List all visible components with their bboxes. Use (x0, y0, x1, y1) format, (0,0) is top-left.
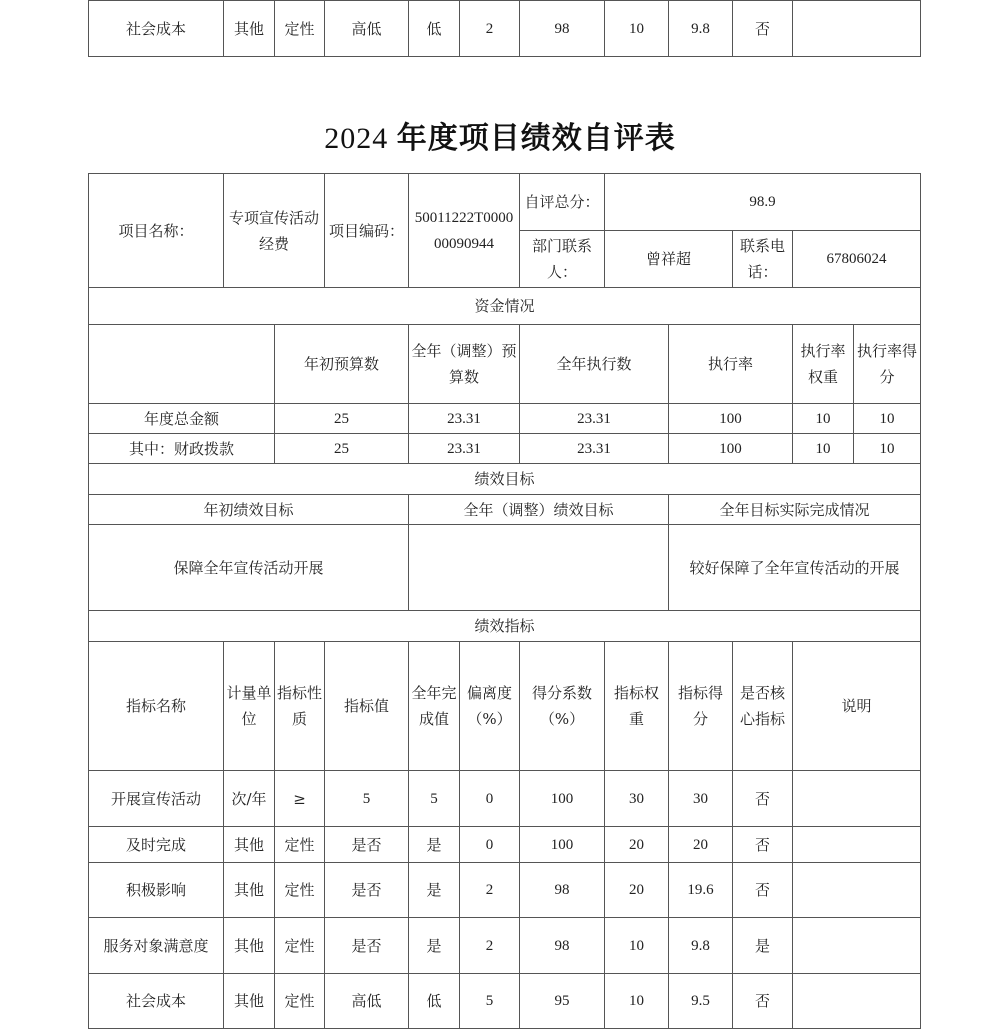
indicator-col-header: 计量单位 (224, 642, 275, 771)
indicator-actual: 是 (409, 827, 460, 863)
goals-col-header: 全年目标实际完成情况 (669, 495, 921, 525)
funding-cell: 10 (793, 434, 854, 464)
funding-cell: 10 (854, 434, 921, 464)
indicator-unit: 其他 (224, 827, 275, 863)
table-row (89, 1, 921, 57)
table-row (89, 827, 921, 863)
indicator-target: 5 (325, 771, 409, 827)
funding-col-header: 执行率权重 (793, 325, 854, 404)
indicator-name: 及时完成 (89, 827, 224, 863)
indicator-note (793, 1, 921, 57)
indicator-col-header: 说明 (793, 642, 921, 771)
title-text: 年度项目绩效自评表 (396, 122, 676, 155)
indicator-note (793, 918, 921, 974)
indicators-table (88, 610, 921, 1029)
indicator-weight: 10 (605, 918, 669, 974)
table-row (89, 771, 921, 827)
indicator-weight: 20 (605, 827, 669, 863)
phone-number: 67806024 (793, 231, 921, 288)
indicator-unit: 其他 (224, 863, 275, 918)
indicator-actual: 5 (409, 771, 460, 827)
funding-col-header: 全年（调整）预算数 (409, 325, 520, 404)
indicator-deviation: 2 (460, 863, 520, 918)
indicator-actual: 是 (409, 918, 460, 974)
indicator-nature: 定性 (275, 974, 325, 1029)
initial-goal: 保障全年宣传活动开展 (89, 525, 409, 611)
indicator-col-header: 指标权重 (605, 642, 669, 771)
funding-cell: 100 (669, 434, 793, 464)
funding-table (88, 287, 921, 464)
indicator-name: 开展宣传活动 (89, 771, 224, 827)
indicator-col-header: 得分系数（%） (520, 642, 605, 771)
previous-table-fragment (88, 0, 921, 57)
indicators-section-title: 绩效指标 (89, 611, 921, 642)
funding-cell: 25 (275, 434, 409, 464)
goals-col-header: 全年（调整）绩效目标 (409, 495, 669, 525)
indicator-score: 9.5 (669, 974, 733, 1029)
indicator-nature: ≥ (275, 771, 325, 827)
funding-col-header (89, 325, 275, 404)
indicator-col-header: 指标性质 (275, 642, 325, 771)
indicator-name: 服务对象满意度 (89, 918, 224, 974)
page-title (0, 113, 1000, 157)
table-row (89, 434, 921, 464)
project-code-label: 项目编码： (325, 174, 409, 288)
indicator-col-header: 偏离度（%） (460, 642, 520, 771)
indicators-header-row (89, 642, 921, 771)
indicator-deviation: 0 (460, 771, 520, 827)
indicator-core: 否 (733, 863, 793, 918)
indicator-unit: 其他 (224, 974, 275, 1029)
actual-completion: 较好保障了全年宣传活动的开展 (669, 525, 921, 611)
indicator-unit: 次/年 (224, 771, 275, 827)
funding-col-header: 年初预算数 (275, 325, 409, 404)
funding-cell: 25 (275, 404, 409, 434)
total-score-label: 自评总分： (520, 174, 605, 231)
funding-header-row (89, 325, 921, 404)
indicator-deviation: 0 (460, 827, 520, 863)
funding-section-title: 资金情况 (89, 288, 921, 325)
indicator-score: 20 (669, 827, 733, 863)
indicator-core: 否 (733, 827, 793, 863)
funding-cell: 23.31 (520, 404, 669, 434)
indicator-weight: 10 (605, 974, 669, 1029)
indicator-name: 社会成本 (89, 974, 224, 1029)
indicator-unit: 其他 (224, 1, 275, 57)
indicator-note (793, 974, 921, 1029)
indicator-nature: 定性 (275, 827, 325, 863)
total-score: 98.9 (605, 174, 921, 231)
funding-row-label: 年度总金额 (89, 404, 275, 434)
phone-label: 联系电话： (733, 231, 793, 288)
indicator-target: 是否 (325, 827, 409, 863)
indicator-target: 高低 (325, 974, 409, 1029)
table-row (89, 918, 921, 974)
indicator-actual: 低 (409, 974, 460, 1029)
indicator-deviation: 5 (460, 974, 520, 1029)
funding-cell: 23.31 (409, 434, 520, 464)
indicator-note (793, 771, 921, 827)
indicator-nature: 定性 (275, 918, 325, 974)
contact-label: 部门联系人： (520, 231, 605, 288)
indicator-coefficient: 100 (520, 827, 605, 863)
indicator-score: 30 (669, 771, 733, 827)
indicator-note (793, 827, 921, 863)
indicator-coefficient: 98 (520, 1, 605, 57)
goals-col-header: 年初绩效目标 (89, 495, 409, 525)
indicator-weight: 10 (605, 1, 669, 57)
funding-cell: 23.31 (409, 404, 520, 434)
indicator-nature: 定性 (275, 863, 325, 918)
contact-name: 曾祥超 (605, 231, 733, 288)
funding-col-header: 全年执行数 (520, 325, 669, 404)
indicator-core: 否 (733, 974, 793, 1029)
indicator-name: 积极影响 (89, 863, 224, 918)
funding-col-header: 执行率 (669, 325, 793, 404)
table-row (89, 974, 921, 1029)
project-header-table (88, 173, 921, 288)
indicator-deviation: 2 (460, 918, 520, 974)
indicator-actual: 是 (409, 863, 460, 918)
project-code: 50011222T000000090944 (409, 174, 520, 288)
indicator-col-header: 是否核心指标 (733, 642, 793, 771)
indicator-name: 社会成本 (89, 1, 224, 57)
indicator-score: 9.8 (669, 1, 733, 57)
indicator-target: 是否 (325, 918, 409, 974)
indicator-coefficient: 100 (520, 771, 605, 827)
table-row (89, 404, 921, 434)
indicator-core: 是 (733, 918, 793, 974)
indicator-weight: 20 (605, 863, 669, 918)
funding-row-label: 其中：财政拨款 (89, 434, 275, 464)
indicator-actual: 低 (409, 1, 460, 57)
indicator-deviation: 2 (460, 1, 520, 57)
indicator-target: 是否 (325, 863, 409, 918)
indicator-coefficient: 98 (520, 918, 605, 974)
goals-section-title: 绩效目标 (89, 464, 921, 495)
indicator-col-header: 指标值 (325, 642, 409, 771)
funding-cell: 10 (854, 404, 921, 434)
indicator-coefficient: 98 (520, 863, 605, 918)
indicator-score: 9.8 (669, 918, 733, 974)
project-name-label: 项目名称： (89, 174, 224, 288)
indicator-unit: 其他 (224, 918, 275, 974)
indicator-nature: 定性 (275, 1, 325, 57)
indicator-col-header: 全年完成值 (409, 642, 460, 771)
indicator-score: 19.6 (669, 863, 733, 918)
indicator-core: 否 (733, 1, 793, 57)
table-row (89, 863, 921, 918)
adjusted-goal (409, 525, 669, 611)
funding-col-header: 执行率得分 (854, 325, 921, 404)
project-name: 专项宣传活动经费 (224, 174, 325, 288)
indicator-core: 否 (733, 771, 793, 827)
goals-table (88, 463, 921, 611)
indicator-coefficient: 95 (520, 974, 605, 1029)
funding-cell: 23.31 (520, 434, 669, 464)
title-year: 2024 (324, 122, 389, 155)
indicator-target: 高低 (325, 1, 409, 57)
funding-cell: 10 (793, 404, 854, 434)
indicator-note (793, 863, 921, 918)
indicator-weight: 30 (605, 771, 669, 827)
indicator-col-header: 指标名称 (89, 642, 224, 771)
funding-cell: 100 (669, 404, 793, 434)
indicator-col-header: 指标得分 (669, 642, 733, 771)
